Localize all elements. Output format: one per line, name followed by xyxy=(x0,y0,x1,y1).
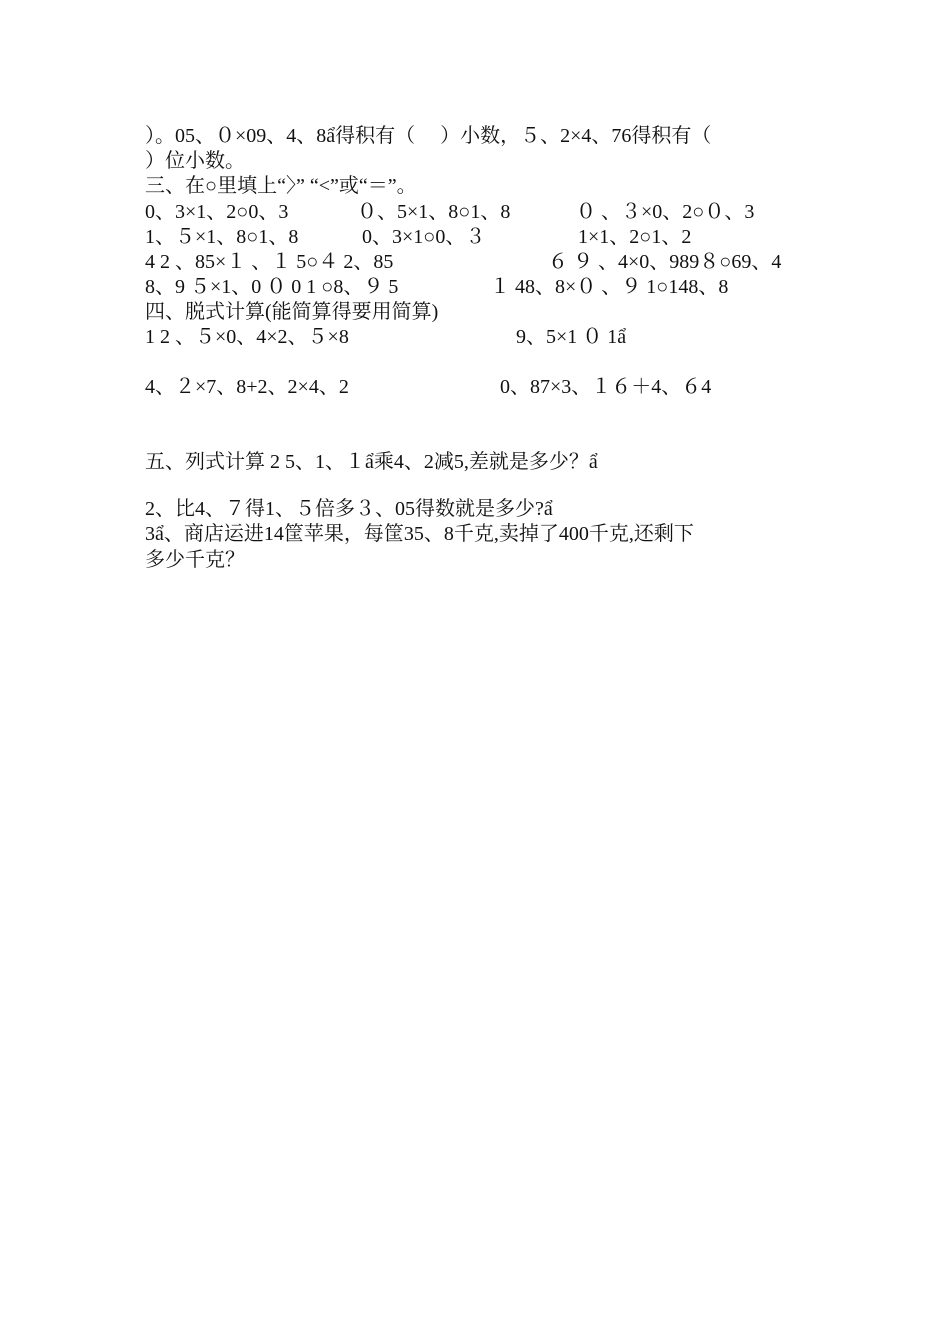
calc-item: 4、２×7、8+2、2×4、2 xyxy=(145,376,349,398)
compare-item: １ 48、8×０ 、９ 1○148、8 xyxy=(490,276,729,298)
compare-item: ０ 、３×0、2○０、3 xyxy=(576,201,755,223)
section-two-tail-line-2: ）位小数。 xyxy=(145,150,245,172)
compare-item: 1、５×1、8○1、8 xyxy=(145,226,299,248)
calc-item: 9、5×1 ０ 1ẩ xyxy=(516,326,627,348)
compare-item: 4 2 、85×１ 、１ 5○４ 2、85 xyxy=(145,251,394,273)
compare-item: 8、9 ５×1、0 ０ 0 1 ○8、９ 5 xyxy=(145,276,399,298)
compare-item: ０、5×1、8○1、8 xyxy=(357,201,511,223)
section-five-heading: 五、列式计算 2 5、1、１ẩ乘4、2减5,差就是多少？ẩ xyxy=(145,451,598,473)
question-3-line-2: 多少千克？ xyxy=(145,549,245,571)
compare-item: 0、3×1、2○0、3 xyxy=(145,201,289,223)
section-two-tail-line-1: ）。05、０×09、4、8ẩ得积有（ ）小数，５、2×4、76得积有（ xyxy=(145,125,712,147)
compare-item: ６ ９ 、4×0、989８○69、4 xyxy=(548,251,782,273)
question-2: 2、比4、７得1、５倍多３、05得数就是多少?ẩ xyxy=(145,498,553,520)
compare-item: 0、3×1○0、３ xyxy=(362,226,486,248)
compare-item: 1×1、2○1、2 xyxy=(578,226,692,248)
section-four-heading: 四、脱式计算(能简算得要用简算) xyxy=(145,301,439,323)
section-three-heading: 三、在○里填上“〉” “<”或“＝”。 xyxy=(145,175,417,197)
calc-item: 0、87×3、１６＋4、６4 xyxy=(500,376,712,398)
question-3-line-1: 3ẩ、商店运进14筐苹果，每筐35、8千克,卖掉了400千克,还剩下 xyxy=(145,523,694,545)
calc-item: 1 2 、５×0、4×2、５×8 xyxy=(145,326,349,348)
